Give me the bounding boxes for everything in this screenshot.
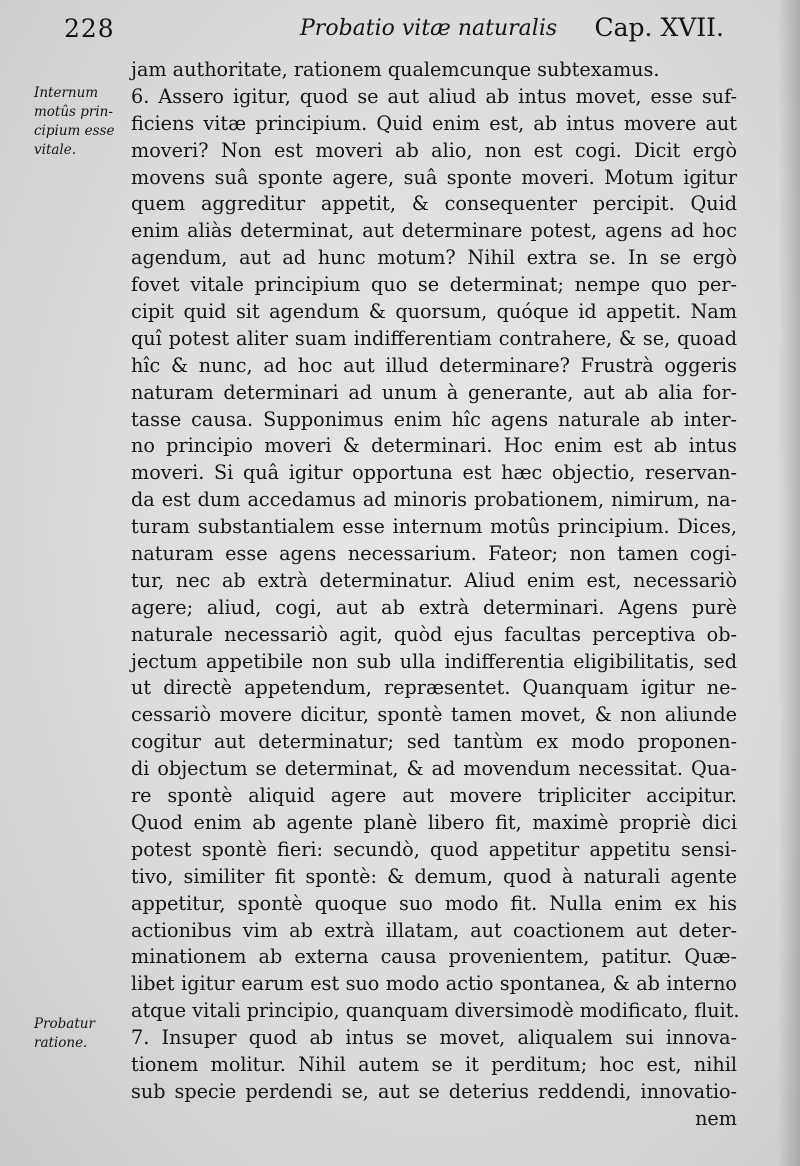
text-line: tivo, similiter fit spontè: & demum, quod à naturali agente (131, 864, 737, 888)
text-line: ut directè appetendum, repræsentet. Quanquam igitur ne- (131, 676, 737, 700)
margin-note-line: Internum (34, 85, 99, 101)
margin-note-line: motûs prin- (34, 104, 113, 120)
text-line: cogitur aut determinatur; sed tantùm ex modo proponen- (131, 730, 737, 754)
text-line: moveri. Si quâ igitur opportuna est hæc objectio, reservan- (131, 461, 737, 485)
text-line: ficiens vitæ principium. Quid enim est, ab intus movere aut (131, 111, 737, 135)
text-line: Quod enim ab agente planè libero fit, maximè propriè dici (131, 810, 737, 834)
text-line: tur, nec ab extrà determinatur. Aliud enim est, necessariò (131, 568, 737, 592)
text-line: quî potest aliter suam indifferentiam contrahere, & se, quoad (131, 326, 737, 350)
text-line: jam authoritate, rationem qualemcunque subtexamus. (131, 58, 660, 81)
margin-note-probatur (34, 1015, 124, 1053)
text-line: quem aggreditur appetit, & consequenter percipit. Quid (131, 192, 737, 216)
text-line: appetitur, spontè quoque suo modo fit. Nulla enim ex his (131, 891, 737, 915)
running-header (64, 12, 724, 52)
running-title: Probatio vitæ naturalis (300, 16, 558, 41)
text-line: tasse causa. Supponimus enim hîc agens naturale ab inter- (131, 407, 737, 431)
text-line: agendum, aut ad hunc motum? Nihil extra se. In se ergò (131, 246, 737, 270)
text-line: actionibus vim ab extrà illatam, aut coactionem aut deter- (131, 918, 737, 942)
main-text-block (131, 57, 740, 1133)
text-line: cipit quid sit agendum & quorsum, quóque id appetit. Nam (131, 300, 737, 324)
page-number: 228 (64, 14, 115, 43)
text-line: potest spontè fieri: secundò, quod appetitur appetitu sensi- (131, 837, 737, 861)
chapter-label: Cap. XVII. (594, 13, 724, 42)
page-edge-shadow (778, 0, 800, 1166)
text-line: tionem molitur. Nihil autem se it perditum; hoc est, nihil (131, 1052, 737, 1076)
text-line: agere; aliud, cogi, aut ab extrà determinari. Agens purè (131, 595, 737, 619)
text-line: libet igitur earum est suo modo actio spontanea, & ab interno (131, 972, 737, 996)
margin-note-line: ratione. (34, 1035, 88, 1051)
catchword: nem (695, 1106, 737, 1130)
text-line: minationem ab externa causa provenientem, patitur. Quæ- (131, 945, 737, 969)
text-line: no principio moveri & determinari. Hoc enim est ab intus (131, 434, 737, 458)
margin-note-line: Probatur (34, 1016, 95, 1032)
text-line: sub specie perdendi se, aut se deterius reddendi, innovatio- (131, 1079, 737, 1103)
text-line: da est dum accedamus ad minoris probationem, nimirum, na- (131, 488, 737, 512)
margin-note-line: cipium esse (34, 123, 115, 139)
text-line: naturale necessariò agit, quòd ejus facultas perceptiva ob- (131, 622, 737, 646)
text-line: re spontè aliquid agere aut movere tripliciter accipitur. (131, 784, 737, 808)
margin-note-line: vitale. (34, 142, 77, 158)
text-line: 6. Assero igitur, quod se aut aliud ab intus movet, esse suf- (131, 84, 737, 108)
text-line: cessariò movere dicitur, spontè tamen movet, & non aliunde (131, 703, 737, 727)
text-line: movens suâ sponte agere, suâ sponte moveri. Motum igitur (131, 165, 737, 189)
text-line: moveri? Non est moveri ab alio, non est cogi. Dicit ergò (131, 138, 737, 162)
text-line: hîc & nunc, ad hoc aut illud determinare? Frustrà oggeris (131, 353, 737, 377)
text-line: fovet vitale principium quo se determinat; nempe quo per- (131, 273, 737, 297)
text-line: naturam determinari ad unum à generante, aut ab alia for- (131, 380, 737, 404)
text-line: 7. Insuper quod ab intus se movet, aliqualem sui innova- (131, 1026, 737, 1050)
text-line: di objectum se determinat, & ad movendum necessitat. Qua- (131, 757, 737, 781)
text-line: jectum appetibile non sub ulla indifferentia eligibilitatis, sed (131, 649, 737, 673)
text-line: atque vitali principio, quanquam diversimodè modificato, fluit. (131, 999, 740, 1023)
text-line: enim aliàs determinat, aut determinare potest, agens ad hoc (131, 219, 737, 243)
text-line: naturam esse agens necessarium. Fateor; non tamen cogi- (131, 542, 737, 566)
margin-note-internum (34, 84, 124, 160)
text-line: turam substantialem esse internum motûs principium. Dices, (131, 515, 737, 539)
